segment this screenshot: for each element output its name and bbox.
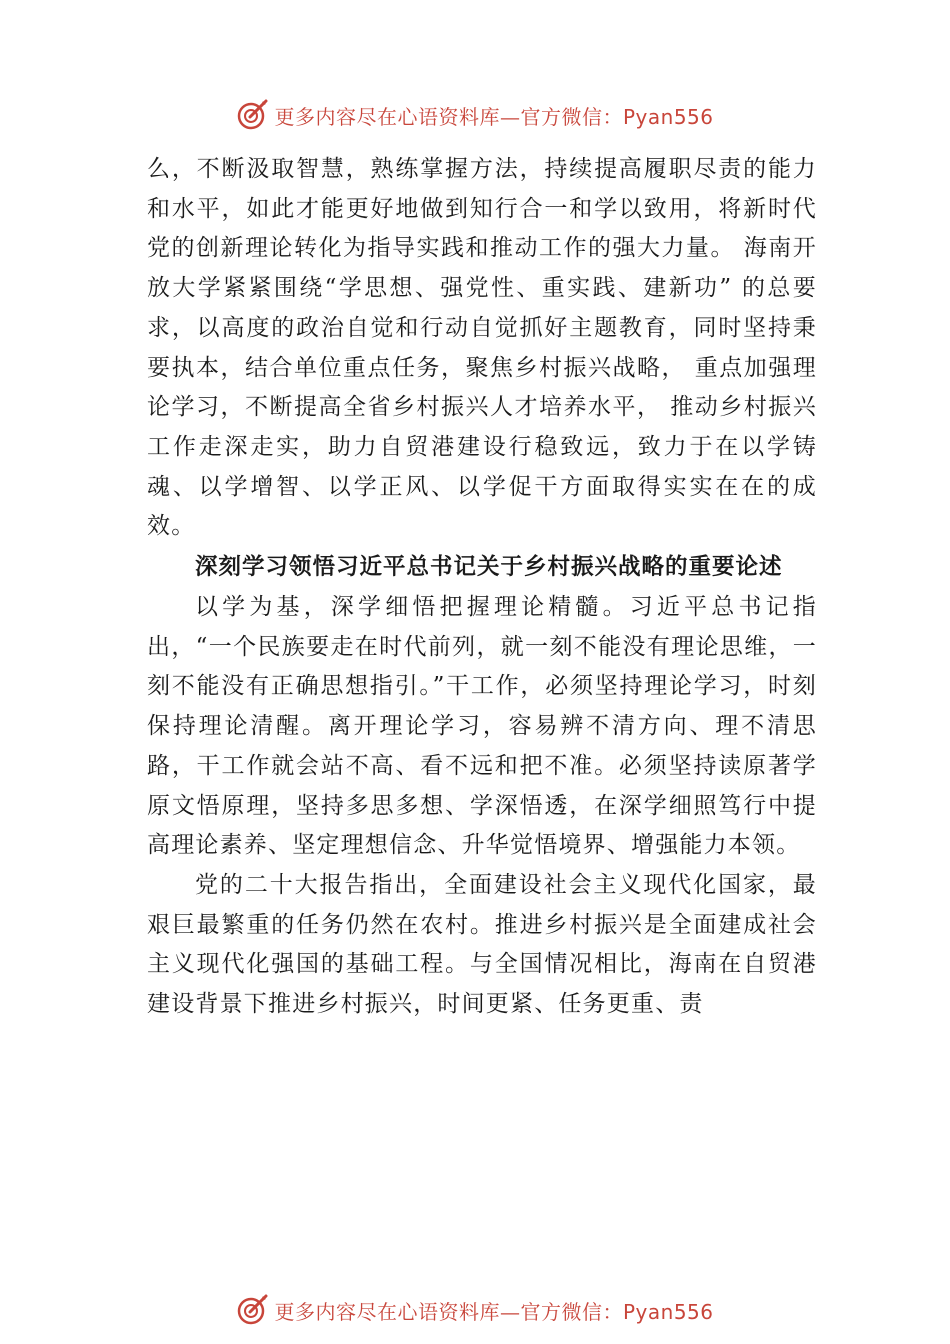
paragraph-3: 党的二十大报告指出，全面建设社会主义现代化国家，最艰巨最繁重的任务仍然在农村。推进乡村振兴是全面建成社会主义现代化强国的基础工程。与全国情况相比，海南在自贸港建设背景下推进乡村振兴，时间更紧、任务更重、责 (147, 871, 817, 1018)
footer-watermark (0, 1290, 950, 1330)
paragraph-1: 么，不断汲取智慧，熟练掌握方法，持续提高履职尽责的能力和水平，如此才能更好地做到知行合一和学以致用，将新时代党的创新理论转化为指导实践和推动工作的强大力量。 海南开放大学紧紧围绕“学思想、强党性、重实践、建新功” 的总要求，以高度的政治自觉和行动自觉抓好主题教育，同时坚持秉要执本，结合单位重点任务，聚焦乡村振兴战略， 重点加强理论学习，不断提高全省乡村振兴人才培养水平， 推动乡村振兴工作走深走实，助力自贸港建设行稳致远，致力于在以学铸魂、以学增智、以学正风、以学促干方面取得实实在在的成效。 (147, 156, 817, 540)
paragraph-2: 以学为基，深学细悟把握理论精髓。习近平总书记指出，“一个民族要走在时代前列，就一刻不能没有理论思维，一刻不能没有正确思想指引。”干工作，必须坚持理论学习，时刻保持理论清醒。离开理论学习，容易辨不清方向、理不清思路，干工作就会站不高、看不远和把不准。必须坚持读原著学原文悟原理，坚持多思多想、学深悟透，在深学细照笃行中提高理论素养、坚定理想信念、升华觉悟境界、增强能力本领。 (147, 594, 817, 859)
document-body (147, 150, 817, 1025)
header-watermark (0, 95, 950, 135)
section-heading: 深刻学习领悟习近平总书记关于乡村振兴战略的重要论述 (195, 554, 783, 581)
pen-logo-icon (236, 98, 270, 132)
pen-logo-icon (236, 1293, 270, 1327)
watermark-text: 更多内容尽在心语资料库—官方微信：Pyan556 (274, 1299, 714, 1324)
watermark-text: 更多内容尽在心语资料库—官方微信：Pyan556 (274, 104, 714, 129)
